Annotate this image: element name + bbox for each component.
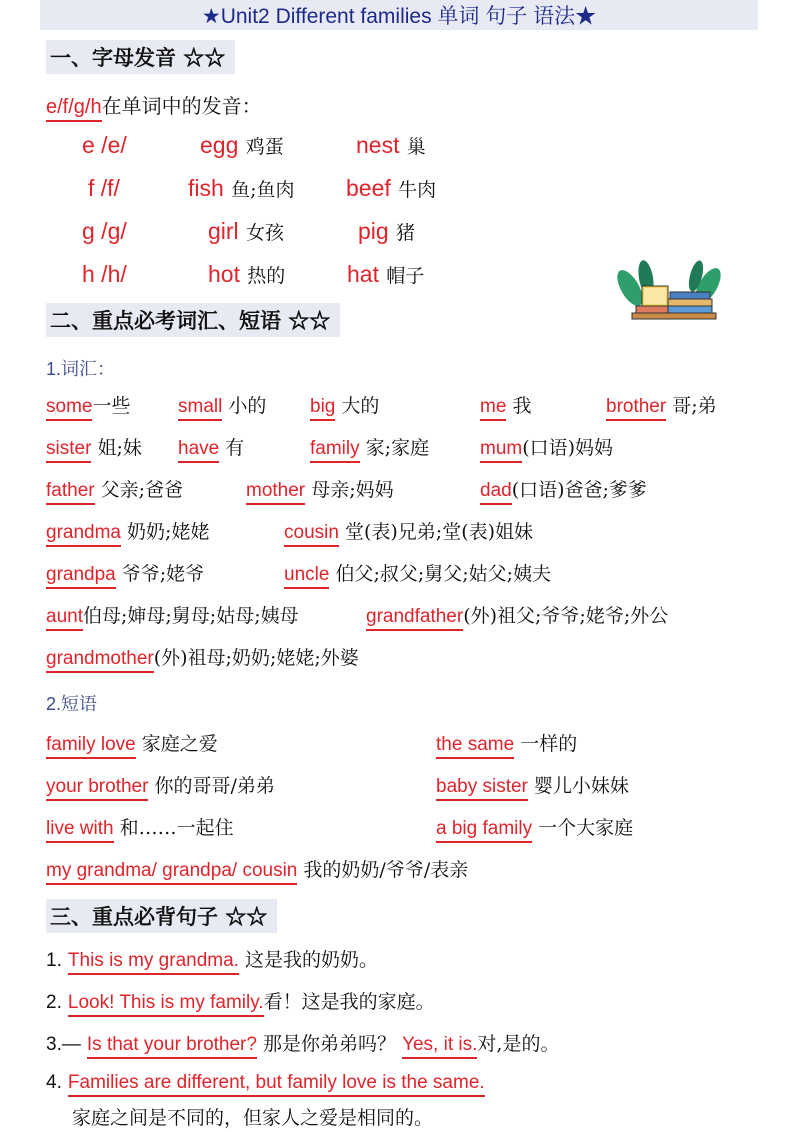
vocab-item: cousin 堂(表)兄弟;堂(表)姐妹 [284,517,533,547]
vocab-item: big 大的 [310,391,379,421]
phrase-item: family love 家庭之爱 [46,729,218,759]
sentence-3: 3.— Is that your brother? 那是你弟弟吗？ Yes, it is.对,是的。 [46,1029,559,1059]
word-1: hot 热的 [208,261,286,287]
vocab-label: 1.词汇： [46,359,116,379]
vocab-item: father 父亲;爸爸 [46,475,183,505]
sound: e /e/ [82,132,127,158]
vocab-item: grandfather(外)祖父;爷爷;姥爷;外公 [366,601,668,631]
phrase-item: live with 和……一起住 [46,813,234,843]
word-2: pig 猪 [358,218,416,244]
word-2: nest 巢 [356,132,426,158]
sentence-4-translation: 家庭之间是不同的，但家人之爱是相同的。 [72,1107,434,1129]
vocab-item: sister 姐;妹 [46,433,142,463]
sentence-1: 1. This is my grandma. 这是我的奶奶。 [46,945,378,975]
page-title: ★Unit2 Different families 单词 句子 语法★ [40,0,758,30]
sound: f /f/ [88,175,120,201]
phrase-item: baby sister 婴儿小妹妹 [436,771,629,801]
vocab-item: mum(口语)妈妈 [480,433,613,463]
vocab-item: uncle 伯父;叔父;舅父;姑父;姨夫 [284,559,551,589]
word-1: fish 鱼;鱼肉 [188,175,295,201]
vocab-item: aunt伯母;婶母;舅母;姑母;姨母 [46,601,299,631]
sound: g /g/ [82,218,127,244]
intro-letters: e/f/g/h [46,96,102,122]
vocab-item: brother 哥;弟 [606,391,717,421]
section-2-heading: 二、重点必考词汇、短语 ☆☆ [46,303,340,337]
word-2: hat 帽子 [347,261,425,287]
vocab-item: have 有 [178,433,244,463]
sound: h /h/ [82,261,127,287]
intro-text: 在单词中的发音： [101,94,262,118]
phrase-item: a big family 一个大家庭 [436,813,633,843]
word-1: girl 女孩 [208,218,284,244]
vocab-item: family 家;家庭 [310,433,429,463]
phrase-item: the same 一样的 [436,729,577,759]
vocab-item: dad(口语)爸爸;爹爹 [480,475,647,505]
vocab-item: mother 母亲;妈妈 [246,475,394,505]
books-plants-icon [608,258,732,328]
vocab-item: grandma 奶奶;姥姥 [46,517,209,547]
sentence-2: 2. Look! This is my family.看！这是我的家庭。 [46,987,435,1017]
section-1-heading: 一、字母发音 ☆☆ [46,40,235,74]
phrase-item: my grandma/ grandpa/ cousin 我的奶奶/爷爷/表亲 [46,855,468,885]
word-2: beef 牛肉 [346,175,437,201]
phrase-item: your brother 你的哥哥/弟弟 [46,771,275,801]
vocab-item: grandpa 爷爷;姥爷 [46,559,204,589]
letters-intro [46,90,262,122]
word-1: egg 鸡蛋 [200,132,284,158]
vocab-item: small 小的 [178,391,266,421]
sentence-4: 4. Families are different, but family love is the same. [46,1071,485,1097]
phrase-label: 2.短语 [46,694,98,714]
vocab-item: some一些 [46,391,130,421]
vocab-item: me 我 [480,391,531,421]
vocab-item: grandmother(外)祖母;奶奶;姥姥;外婆 [46,643,359,673]
section-3-heading: 三、重点必背句子 ☆☆ [46,899,277,933]
